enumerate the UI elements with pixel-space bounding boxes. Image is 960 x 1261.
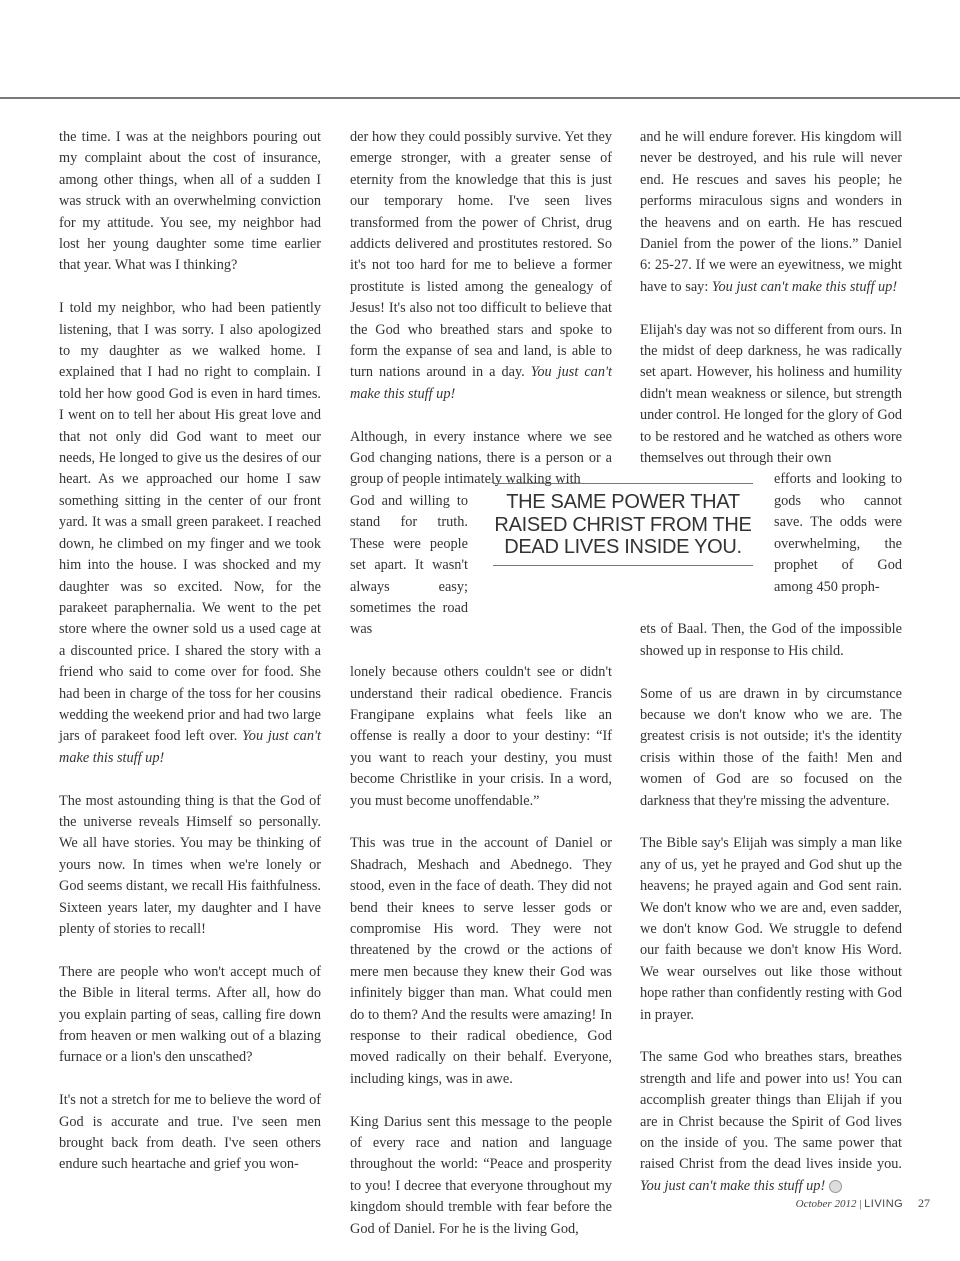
paragraph bbox=[640, 127, 902, 298]
paragraph bbox=[350, 127, 612, 405]
paragraph-text: and he will endure forever. His kingdom will never be destroyed, and his rule will never end. He rescues and saves his people; he performs miraculous signs and wonders in the heavens and on earth. He has rescued Daniel from the power of the lions.” Daniel 6: 25-27. If we were an eyewitness, we might have to say: bbox=[640, 129, 902, 295]
refrain-text: You just can't make this stuff up! bbox=[640, 1177, 826, 1194]
paragraph: The most astounding thing is that the God of the universe reveals Himself so personally. We all have stories. You may be thinking of yours now. In times when we're lonely or God seems distant, we recall His faithfulness. Sixteen years later, my daughter and I have plenty of stories to recall! bbox=[59, 792, 321, 937]
paragraph-text: der how they could possibly survive. Yet they emerge stronger, with a greater sense of eternity from the knowledge that this is just our temporary home. I've seen lives transformed from the power of Christ, drug addicts delivered and prostitutes restored. So it's not too hard for me to believe a former prostitute is listed among the genealogy of Jesus! It's also not too difficult to believe that the God who breathed stars and spoke to form the expanse of sea and land, is able to turn nations around in a day. bbox=[350, 129, 612, 381]
paragraph: There are people who won't accept much of the Bible in literal terms. After all, how do you explain parting of seas, calling fire down from heaven or men walking out of a blazing furnace or a lion's den unscathed? bbox=[59, 963, 321, 1066]
paragraph: Some of us are drawn in by circumstance because we don't know who we are. The greatest crisis is not outside; it's the identity crisis within those of the faith! Men and women of God are so focused on the darkness that they're missing the adventure. bbox=[640, 685, 902, 809]
paragraph-wrap: efforts and looking to gods who cannot save. The odds were overwhelming, the prophet of God among 450 proph- bbox=[774, 471, 902, 595]
paragraph: The Bible say's Elijah was simply a man like any of us, yet he prayed and God shut up the heavens; he prayed again and God sent rain. We don't know who we are and, even sadder, we don't know God. We struggle to defend our faith because we don't know His Word. We wear ourselves out like those without hope rather than confidently resting with God in prayer. bbox=[640, 835, 902, 1023]
magazine-logo-icon bbox=[829, 1180, 842, 1193]
paragraph: ets of Baal. Then, the God of the impossible showed up in response to His child. bbox=[640, 621, 902, 659]
article-column-3 bbox=[640, 127, 902, 1219]
paragraph: It's not a stretch for me to believe the word of God is accurate and true. I've seen men brought back from death. I've seen others endure such heartache and grief you won- bbox=[59, 1092, 321, 1173]
article-column-2 bbox=[350, 127, 612, 1261]
magazine-name: LIVING bbox=[864, 1198, 904, 1210]
paragraph-text: I told my neighbor, who had been patiently listening, that I was sorry. I also apologized to my daughter as we walked home. I explained that I had no right to complain. I told her how good God is even in hard times. I went on to tell her about His great love and that not only did God want to meet our needs, He longed to give us the desires of our heart. As we approached our home I saw something sitting in the center of our front yard. It was a small green parakeet. I reached down, he climbed on my finger and we took him into the house. I was shocked and my daughter was so excited. Now, for the parakeet paraphernalia. We went to the pet store where the owner sold us a used cage at a discounted price. I shared the story with a friend who said to come over for food. She had been in charge of the toss for her cousins wedding the weekend prior and had two large jars of parakeet food left over. bbox=[59, 300, 321, 745]
header-rule bbox=[0, 97, 960, 99]
paragraph: Although, in every instance where we see God changing nations, there is a person or a group of people intimately walking with bbox=[350, 428, 612, 488]
paragraph: This was true in the account of Daniel or Shadrach, Meshach and Abednego. They stood, even in the face of death. They did not bend their knees to serve lesser gods or compromise His word. They were not threatened by the crowd or the actions of mere men because they knew their God was infinitely bigger than man. What could men do to them? And the results were amazing! In response to their radical obedience, God moved radically on their behalf. Everyone, including kings, was in awe. bbox=[350, 835, 612, 1087]
pull-quote: THE SAME POWER THAT RAISED CHRIST FROM THE DEAD LIVES INSIDE YOU. bbox=[493, 483, 753, 566]
refrain-text: You just can't make this stuff up! bbox=[59, 728, 321, 766]
refrain-text: You just can't make this stuff up! bbox=[711, 278, 898, 295]
paragraph bbox=[640, 1047, 902, 1197]
page-number: 27 bbox=[918, 1196, 930, 1210]
paragraph: lonely because others couldn't see or didn't understand their radical obedience. Francis Frangipane explains what feels like an offense is really a door to your destiny: “If you want to reach your destiny, you must become Christlike in your crisis. In a word, you must become unoffendable.” bbox=[350, 664, 612, 809]
paragraph-wrap: God and willing to stand for truth. These were people set apart. It wasn't always easy; sometimes the road was bbox=[350, 492, 468, 638]
paragraph bbox=[59, 298, 321, 769]
paragraph: Elijah's day was not so different from ours. In the midst of deep darkness, he was radically set apart. However, his holiness and humility didn't mean weakness or silence, but strength under control. He longed for the glory of God to be restored and he watched as others wore themselves out through their own bbox=[640, 321, 902, 467]
footer-separator: | bbox=[859, 1198, 862, 1210]
refrain-text: You just can't make this stuff up! bbox=[350, 364, 612, 402]
page-footer bbox=[796, 1196, 930, 1211]
paragraph: the time. I was at the neighbors pouring out my complaint about the cost of insurance, among other things, when all of a sudden I was struck with an overwhelming conviction for my attitude. You see, my neighbor had lost her young daughter some time earlier that year. What was I thinking? bbox=[59, 129, 321, 274]
paragraph: King Darius sent this message to the people of every race and nation and language throughout the world: “Peace and prosperity to you! I decree that everyone throughout my kingdom should tremble with fear before the God of Daniel. For he is the living God, bbox=[350, 1113, 612, 1237]
article-column-1 bbox=[59, 127, 321, 1197]
issue-date: October 2012 bbox=[795, 1198, 857, 1210]
paragraph-text: The same God who breathes stars, breathes strength and life and power into us! You can accomplish greater things than Elijah if you are in Christ because the Spirit of God lives on the inside of you. The same power that raised Christ from the dead lives inside you. bbox=[640, 1049, 902, 1173]
